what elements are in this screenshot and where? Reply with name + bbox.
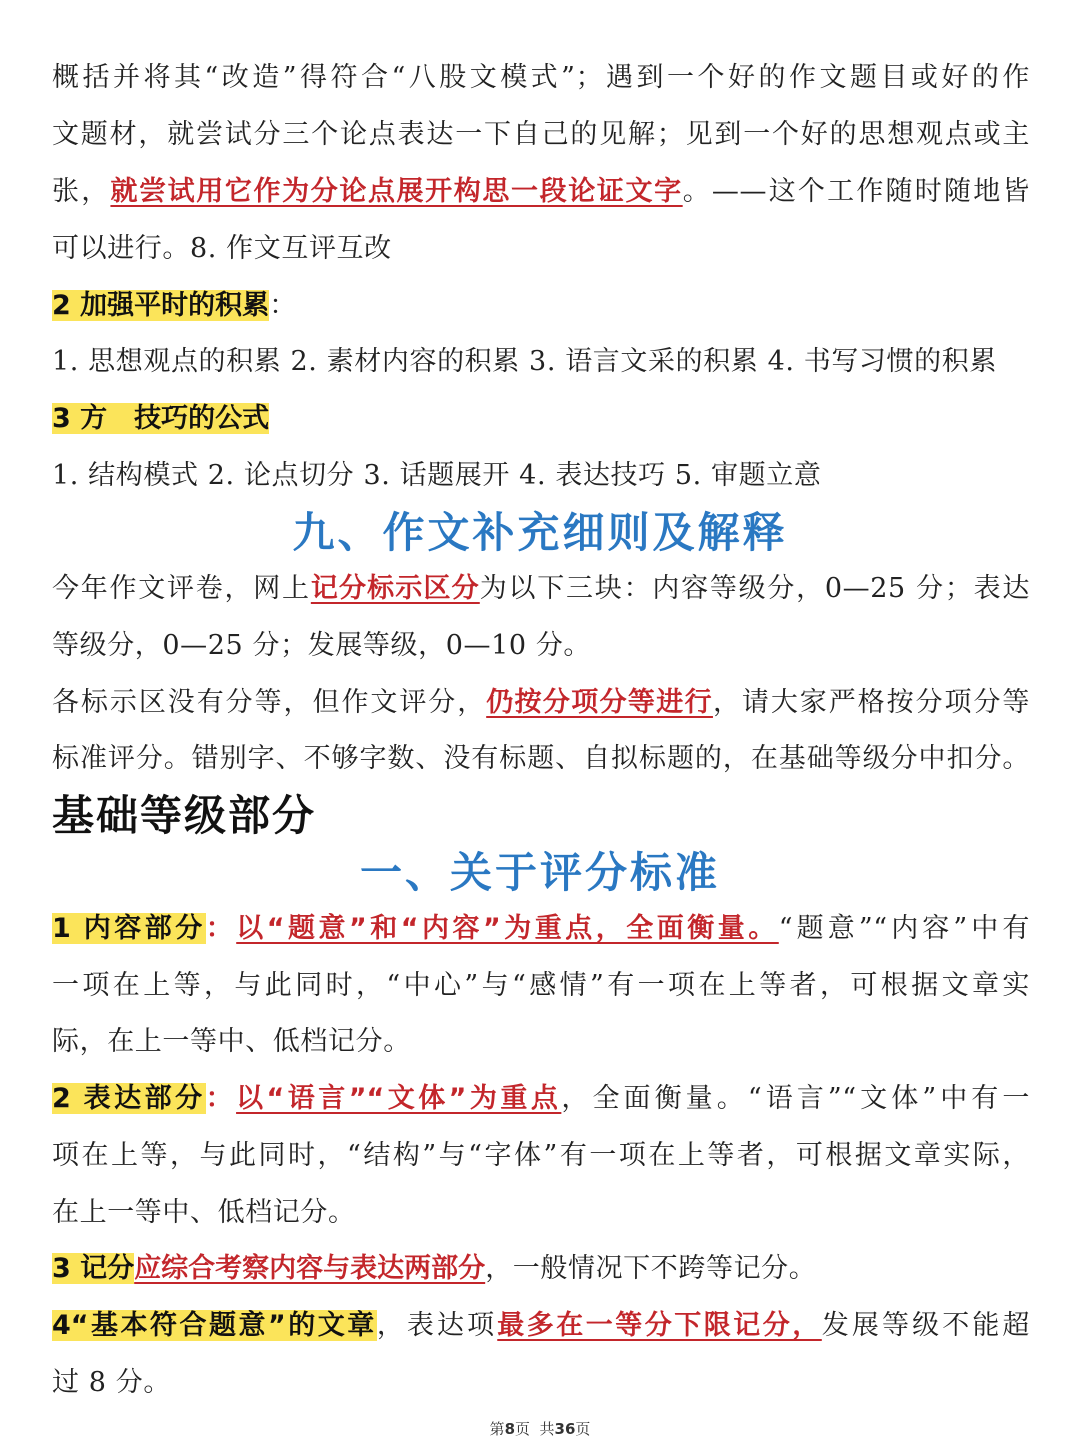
total-pages: 36 — [554, 1420, 576, 1438]
emphasis-text: 应综合考察内容与表达两部分 — [134, 1253, 486, 1284]
paragraph-line — [52, 683, 1030, 723]
emphasis-text: 以“题意”和“内容”为重点，全面衡量。 — [236, 913, 779, 944]
text: ，一般情况下不跨等记分。 — [485, 1253, 817, 1284]
text: 。——这个工作随时随地皆 — [682, 176, 1031, 207]
text: ： — [269, 290, 297, 321]
text: ，全面衡量。“语言”“文体”中有一 — [561, 1083, 1030, 1114]
section-heading — [52, 399, 1030, 439]
text: 概括并将其“改造”得符合“八股文模式”；遇到一个好的作文题目或好的作 — [52, 62, 1030, 93]
emphasis-text: 记分标示区分 — [310, 573, 480, 604]
text: 项在上等，与此同时，“结构”与“字体”有一项在上等者，可根据文章实际， — [52, 1140, 1030, 1171]
text: 发展等级不能超 — [821, 1310, 1031, 1341]
text: 1. 思想观点的积累 2. 素材内容的积累 3. 语言文采的积累 4. 书写习惯的积累 — [52, 346, 997, 377]
text: 等级分，0—25 分；发展等级，0—10 分。 — [52, 630, 592, 661]
paragraph-line — [52, 966, 1030, 1006]
paragraph-line — [52, 1363, 1030, 1403]
paragraph-line — [52, 1193, 1030, 1233]
paragraph-line — [52, 1136, 1030, 1176]
highlighted-label: 1 内容部分 — [52, 913, 206, 944]
text: ，请大家严格按分项分等 — [712, 687, 1031, 718]
emphasis-text: 以“语言”“文体”为重点 — [236, 1083, 562, 1114]
section-heading — [52, 286, 1030, 326]
paragraph-line — [52, 115, 1030, 155]
page-number: 8 — [504, 1420, 515, 1438]
highlighted-label: 2 表达部分 — [52, 1083, 206, 1114]
paragraph-line — [52, 626, 1030, 666]
page-footer — [0, 1418, 1080, 1439]
text: 际，在上一等中、低档记分。 — [52, 1026, 411, 1057]
chapter-heading: 九、作文补充细则及解释 — [292, 508, 788, 557]
text: 今年作文评卷，网上 — [52, 573, 311, 604]
text: ，表达项 — [376, 1310, 498, 1341]
paragraph-line — [52, 739, 1030, 779]
emphasis-text: 仍按分项分等进行 — [486, 687, 713, 718]
highlighted-label: 4“基本符合题意”的文章 — [52, 1310, 377, 1341]
text: 在上一等中、低档记分。 — [52, 1197, 356, 1228]
highlighted-label: 3 记分 — [52, 1253, 135, 1284]
text: 1. 结构模式 2. 论点切分 3. 话题展开 4. 表达技巧 5. 审题立意 — [52, 460, 822, 491]
paragraph-line — [52, 1079, 1030, 1119]
paragraph-line — [52, 1306, 1030, 1346]
highlighted-heading: 2 加强平时的积累 — [52, 290, 270, 321]
paragraph-line — [52, 342, 1030, 382]
text: 第 — [489, 1420, 505, 1438]
text: 可以进行。8. 作文互评互改 — [52, 233, 392, 264]
text: ： — [205, 1083, 237, 1114]
text: 页 — [575, 1420, 591, 1438]
paragraph-line — [52, 909, 1030, 949]
text: “题意”“内容”中有 — [778, 913, 1031, 944]
paragraph-line — [52, 1249, 1030, 1289]
text: 标准评分。错别字、不够字数、没有标题、自拟标题的，在基础等级分中扣分。 — [52, 743, 1030, 774]
emphasis-text: 就尝试用它作为分论点展开构思一段论证文字 — [110, 176, 683, 207]
paragraph-line — [52, 569, 1030, 609]
highlighted-heading: 3 方 技巧的公式 — [52, 403, 270, 434]
text: ： — [205, 913, 237, 944]
text: 为以下三块：内容等级分，0—25 分；表达 — [479, 573, 1031, 604]
text: 页 共 — [515, 1420, 555, 1438]
paragraph-line — [52, 229, 1030, 269]
text: 各标示区没有分等，但作文评分， — [52, 687, 487, 718]
section-title: 基础等级部分 — [52, 791, 317, 840]
text: 过 8 分。 — [52, 1367, 171, 1398]
paragraph-line — [52, 172, 1030, 212]
paragraph-line — [52, 1022, 1030, 1062]
text: 张， — [52, 176, 111, 207]
paragraph-line — [52, 58, 1030, 98]
subsection-heading: 一、关于评分标准 — [359, 848, 720, 897]
emphasis-text: 最多在一等分下限记分， — [497, 1310, 822, 1341]
text: 文题材，就尝试分三个论点表达一下自己的见解；见到一个好的思想观点或主 — [52, 119, 1030, 150]
paragraph-line — [52, 456, 1030, 496]
text: 一项在上等，与此同时，“中心”与“感情”有一项在上等者，可根据文章实 — [52, 970, 1030, 1001]
